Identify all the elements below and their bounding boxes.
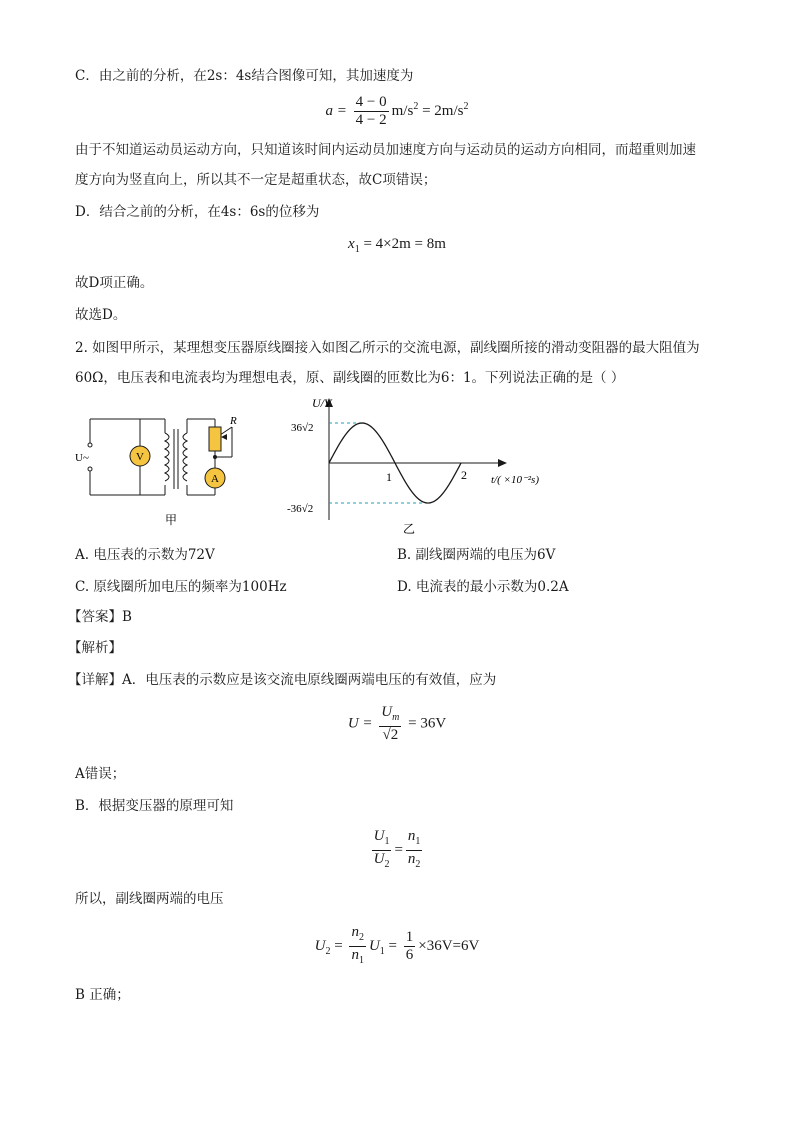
source-label: U~ [75,452,89,464]
analysis-label: 【解析】 [68,640,122,656]
option-d: D. 电流表的最小示数为0.2A [397,579,569,595]
y-max-label: 36√2 [291,422,314,434]
effective-voltage-formula: U = $\frac{U_m}{√2}$ = 36V [347,704,447,743]
question2-line2: 60Ω，电压表和电流表均为理想电表，原、副线圈的匝数比为6：1。下列说法正确的是（ ） [75,370,625,386]
x-tick-2: 2 [461,468,467,482]
figure-caption-yi: 乙 [403,522,416,536]
option-b: B. 副线圈两端的电压为6V [397,547,556,563]
option-c: C. 原线圈所加电压的频率为100Hz [75,579,287,595]
figure-caption-jia: 甲 [165,513,178,527]
d-conclusion: 故D项正确。 [75,275,154,291]
choose-text: 故选D。 [75,307,127,323]
question2-line1: 2. 如图甲所示，某理想变压器原线圈接入如图乙所示的交流电源，副线圈所接的滑动变阻器的最大阻值为 [75,340,700,356]
svg-text:V: V [136,451,144,463]
y-min-label: -36√2 [287,503,314,515]
circuit-diagram [70,405,285,535]
c-explain-line2: 度方向为竖直向上，所以其不一定是超重状态，故C项错误； [75,172,437,188]
c-acceleration-formula: a = $\frac{4 - 0}{4 - 2}$ $m/s^2 = 2m/s^2$ [325,94,469,128]
c-explain-line1: 由于不知道运动员运动方向，只知道该时间内运动员加速度方向与运动员的运动方向相同，而超重则加速 [75,142,696,158]
c-intro: C．由之前的分析，在2s：4s结合图像可知，其加速度为 [75,68,414,84]
detail-a: 【详解】A．电压表的示数应是该交流电原线圈两端电压的有效值，应为 [68,672,497,688]
b-so: 所以，副线圈两端的电压 [75,891,224,907]
b-intro: B．根据变压器的原理可知 [75,798,234,814]
turns-ratio-formula: $\frac{U_1}{U_2}$ = $\frac{n_1}{n_2}$ [373,828,421,870]
voltage-waveform-chart [285,395,555,540]
svg-text:A: A [211,473,219,485]
d-intro: D．结合之前的分析，在4s：6s的位移为 [75,204,320,220]
x-axis-label: t/( ×10⁻²s) [491,474,539,486]
rheostat-icon [209,427,221,451]
answer-label: 【答案】B [68,609,132,625]
b-right: B 正确； [75,987,130,1003]
option-a: A. 电压表的示数为72V [75,547,215,563]
y-axis-label: U/V [312,396,332,410]
x-tick-1: 1 [386,470,392,484]
a-wrong: A错误； [75,766,126,782]
d-displacement-formula: $x_1 = 4\times 2m = 8m$ [348,236,446,255]
rheostat-label: R [230,415,237,427]
secondary-voltage-formula: $U_2$ = $\frac{n_2}{n_1}$ $U_1$ = $\frac{1}{6}$ ×36V=6V [314,924,480,966]
